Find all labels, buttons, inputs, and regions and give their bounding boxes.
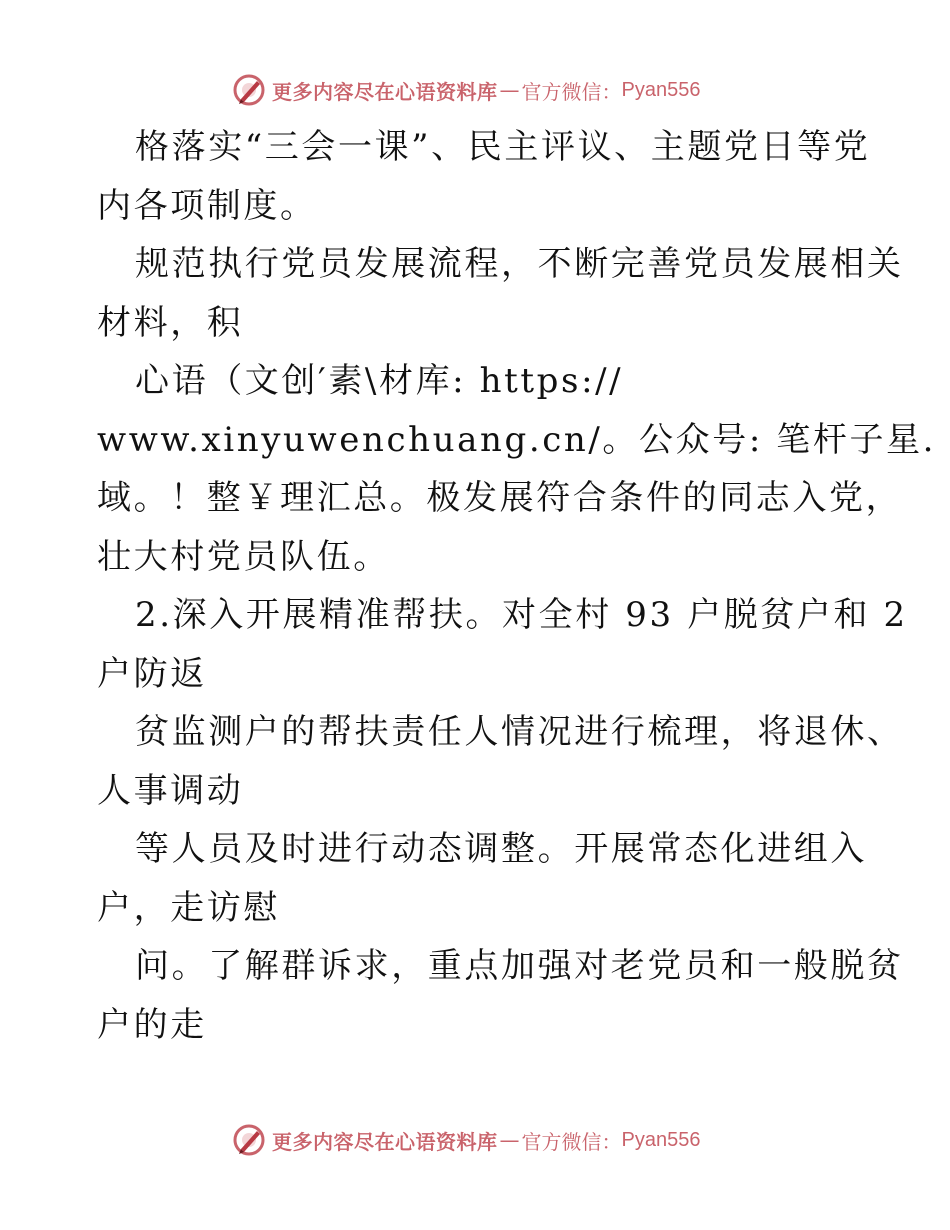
body-line: 2.深入开展精准帮扶。对全村 93 户脱贫户和 2 — [135, 595, 908, 635]
banner-wechat-label: 官方微信： — [521, 79, 622, 104]
body-line: 户，走访慰 — [97, 887, 280, 928]
footer-banner — [232, 1120, 752, 1160]
banner-wechat-label: 官方微信： — [521, 1129, 622, 1154]
body-line: 等人员及时进行动态调整。开展常态化进组入 — [135, 829, 867, 869]
brush-pen-logo-icon — [232, 73, 266, 107]
banner-wechat-handle: Pyan556 — [621, 78, 701, 101]
document-body — [97, 118, 937, 1054]
banner-dash: — — [499, 78, 520, 102]
body-line: www.xinyuwenchuang.cn/。公众号: 笔杆子星. — [97, 419, 937, 460]
body-line: 材料，积 — [97, 302, 244, 343]
brush-pen-logo-icon — [232, 1123, 266, 1157]
header-banner — [232, 70, 752, 110]
body-line: 贫监测户的帮扶责任人情况进行梳理，将退休、 — [135, 712, 904, 752]
banner-main-text: 更多内容尽在心语资料库 — [272, 79, 498, 104]
body-line: 格落实“三会一课”、民主评议、主题党日等党 — [135, 127, 871, 167]
body-line: 规范执行党员发展流程，不断完善党员发展相关 — [135, 244, 904, 284]
body-line: 内各项制度。 — [97, 185, 317, 226]
body-line: 人事调动 — [97, 770, 244, 811]
banner-dash: — — [499, 1128, 520, 1152]
body-line: 问。了解群诉求，重点加强对老党员和一般脱贫 — [135, 946, 904, 986]
body-line: 域。！整￥理汇总。极发展符合条件的同志入党， — [97, 478, 903, 518]
banner-wechat-handle: Pyan556 — [621, 1128, 701, 1151]
body-line: 心语（文创′素\材库: https:// — [135, 361, 624, 401]
body-line: 户防返 — [97, 653, 207, 694]
body-line: 壮大村党员队伍。 — [97, 536, 390, 577]
banner-main-text: 更多内容尽在心语资料库 — [272, 1129, 498, 1154]
body-line: 户的走 — [97, 1004, 207, 1045]
